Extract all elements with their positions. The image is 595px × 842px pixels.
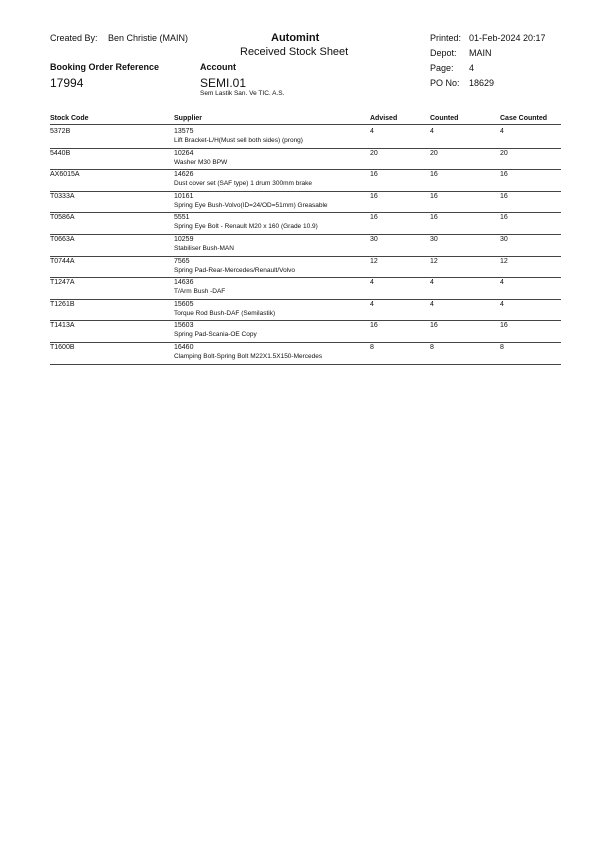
counted-cell: 4 [430,300,434,308]
stock-code-cell: 5440B [50,149,71,157]
supplier-cell: 15605 [174,300,194,308]
counted-cell: 16 [430,322,438,330]
counted-cell: 20 [430,149,438,157]
supplier-cell: 13575 [174,128,194,135]
advised-cell: 12 [370,257,378,265]
page-value: 4 [469,63,475,73]
row-divider [50,212,561,213]
account-name: Sem Lastik San. Ve TIC. A.S. [200,90,285,97]
case-counted-cell: 4 [500,279,504,287]
supplier-cell: 15603 [174,322,194,330]
case-counted-cell: 16 [500,322,508,330]
row-divider [50,234,561,235]
supplier-cell: 16460 [174,344,194,351]
stock-code-cell: T0663A [50,236,75,243]
description-cell: Stabiliser Bush-MAN [174,245,234,252]
case-counted-cell: 4 [500,128,504,135]
col-supplier: Supplier [174,115,203,122]
case-counted-cell: 30 [500,236,508,243]
description-cell: Spring Eye Bolt - Renault M20 x 160 (Grade 10.9) [174,223,318,231]
col-stock-code: Stock Code [50,115,89,122]
description-cell: Spring Eye Bush-Volvo(ID=24/OD=51mm) Greasable [174,201,328,209]
printed-label: Printed: [430,33,462,43]
supplier-cell: 14626 [174,171,194,179]
advised-cell: 16 [370,214,378,222]
depot-value: MAIN [469,48,492,58]
advised-cell: 20 [370,149,378,157]
advised-cell: 4 [370,300,374,308]
counted-cell: 4 [430,279,434,287]
created-by-label: Created By: [50,33,98,43]
page-label: Page: [430,63,454,73]
printed-value: 01-Feb-2024 20:17 [469,33,546,43]
col-counted: Counted [430,115,459,122]
supplier-cell: 10161 [174,192,194,200]
supplier-cell: 5551 [174,214,190,222]
description-cell: Lift Bracket-L/H(Must sell both sides) (prong) [174,137,303,144]
row-divider [50,299,561,300]
counted-cell: 16 [430,214,438,222]
advised-cell: 16 [370,192,378,200]
case-counted-cell: 4 [500,300,504,308]
po-value: 18629 [469,78,495,88]
counted-cell: 16 [430,192,438,200]
stock-code-cell: T0586A [50,214,75,222]
description-cell: Torque Rod Bush-DAF (Semilastik) [174,309,276,317]
col-advised: Advised [370,115,398,122]
stock-code-cell: AX6015A [50,171,80,179]
case-counted-cell: 16 [500,171,508,179]
row-divider [50,320,561,321]
row-divider [50,342,561,343]
row-divider [50,364,561,365]
description-cell: Dust cover set (SAF type) 1 drum 300mm brake [174,180,312,188]
stock-code-cell: 5372B [50,128,71,135]
counted-cell: 8 [430,344,434,351]
case-counted-cell: 12 [500,257,508,265]
account-label: Account [200,62,236,72]
description-cell: T/Arm Bush -DAF [174,288,226,296]
row-divider [50,256,561,257]
stock-code-cell: T1413A [50,322,75,330]
stock-code-cell: T0744A [50,257,75,265]
case-counted-cell: 16 [500,214,508,222]
advised-cell: 4 [370,128,374,135]
counted-cell: 4 [430,128,434,135]
table-header-divider [50,124,561,125]
description-cell: Washer M30 BPW [174,158,228,166]
stock-code-cell: T1247A [50,279,75,287]
sheet-title: Received Stock Sheet [240,46,349,58]
description-cell: Spring Pad-Rear-Mercedes/Renault/Volvo [174,266,296,274]
stock-code-cell: T1600B [50,344,75,351]
col-case-counted: Case Counted [500,115,548,122]
advised-cell: 8 [370,344,374,351]
supplier-cell: 14636 [174,279,194,287]
supplier-cell: 10264 [174,149,194,157]
supplier-cell: 10259 [174,236,194,243]
row-divider [50,277,561,278]
depot-label: Depot: [430,48,457,58]
case-counted-cell: 8 [500,344,504,351]
po-label: PO No: [430,78,460,88]
created-by-value: Ben Christie (MAIN) [108,33,189,43]
row-divider [50,169,561,170]
stock-code-cell: T0333A [50,192,75,200]
advised-cell: 4 [370,279,374,287]
row-divider [50,191,561,192]
company-name: Automint [271,32,320,44]
supplier-cell: 7565 [174,257,190,265]
counted-cell: 12 [430,257,438,265]
description-cell: Clamping Bolt-Spring Bolt M22X1.5X150-Mercedes [174,353,323,360]
advised-cell: 30 [370,236,378,243]
case-counted-cell: 16 [500,192,508,200]
counted-cell: 16 [430,171,438,179]
stock-code-cell: T1261B [50,300,75,308]
row-divider [50,148,561,149]
case-counted-cell: 20 [500,149,508,157]
advised-cell: 16 [370,322,378,330]
counted-cell: 30 [430,236,438,243]
booking-ref-value: 17994 [50,76,84,90]
booking-ref-label: Booking Order Reference [50,62,160,72]
account-code: SEMI.01 [200,76,247,90]
advised-cell: 16 [370,171,378,179]
description-cell: Spring Pad-Scania-OE Copy [174,331,257,339]
